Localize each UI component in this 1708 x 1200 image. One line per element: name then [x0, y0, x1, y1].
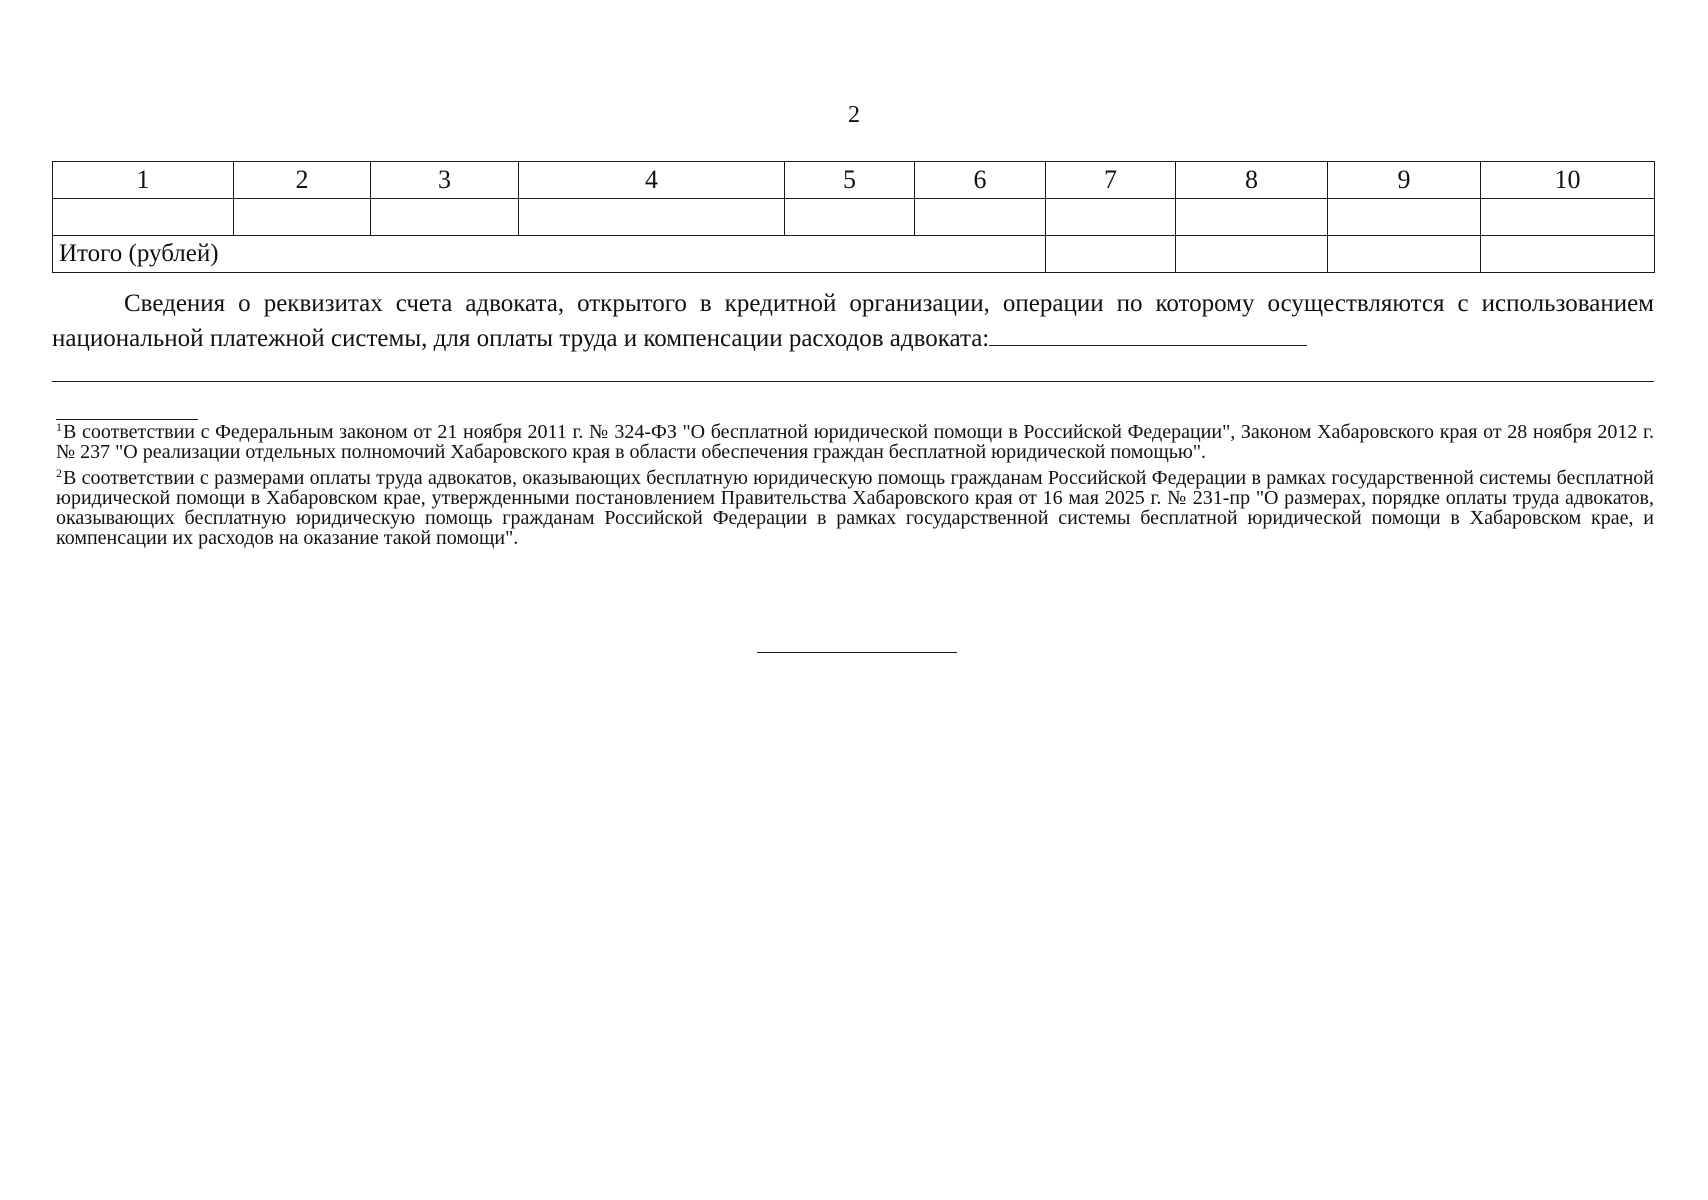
table-cell — [519, 199, 785, 236]
total-cell — [1481, 236, 1655, 273]
column-number-cell: 4 — [519, 162, 785, 199]
column-number-cell: 3 — [371, 162, 519, 199]
total-label: Итого (рублей) — [53, 236, 1046, 273]
column-number-cell: 8 — [1176, 162, 1328, 199]
requisites-fill-line-continuation — [52, 381, 1654, 382]
table-row — [53, 199, 1655, 236]
table-cell — [234, 199, 371, 236]
footnote-marker: 1 — [56, 420, 62, 434]
table-cell — [785, 199, 915, 236]
footnote-text: В соответствии с Федеральным законом от 21 ноября 2011 г. № 324-ФЗ "О бесплатной юридической помощи в Российской Федерации", Законом Хабаровского края от 28 ноября 2012 г. № 237 "О реализации отдельных полномочий Хабаровского края в области обеспечения граждан бесплатной юридической помощью". — [56, 421, 1654, 463]
table-cell — [1176, 199, 1328, 236]
column-number-cell: 1 — [53, 162, 234, 199]
total-cell — [1046, 236, 1176, 273]
footnote-separator — [56, 419, 198, 420]
column-number-cell: 7 — [1046, 162, 1176, 199]
footnotes — [56, 422, 1654, 554]
table-cell — [1046, 199, 1176, 236]
table-cell — [1328, 199, 1481, 236]
table-cell — [371, 199, 519, 236]
end-of-document-rule — [757, 652, 957, 653]
requisites-paragraph — [52, 286, 1654, 356]
table-total-row — [53, 236, 1655, 273]
footnote-2 — [56, 468, 1654, 548]
total-cell — [1176, 236, 1328, 273]
page-number: 2 — [848, 102, 860, 128]
column-number-cell: 10 — [1481, 162, 1655, 199]
footnote-text: В соответствии с размерами оплаты труда адвокатов, оказывающих бесплатную юридическую помощь гражданам Российской Федерации в рамках государственной системы бесплатной юридической помощи в Хабаровском крае, утвержденными постановлением Правительства Хабаровского края от 16 мая 2025 г. № 231-пр "О размерах, порядке оплаты труда адвокатов, оказывающих бесплатную юридическую помощь гражданам Российской Федерации в рамках государственной системы бесплатной юридической помощи в Хабаровском крае, и компенсации их расходов на оказание такой помощи". — [56, 467, 1654, 549]
requisites-text: Сведения о реквизитах счета адвоката, открытого в кредитной организации, операции по которому осуществляются с использованием национальной платежной системы, для оплаты труда и компенсации расходов адвоката: — [52, 290, 1654, 352]
column-number-cell: 2 — [234, 162, 371, 199]
total-cell — [1328, 236, 1481, 273]
table-cell — [53, 199, 234, 236]
requisites-fill-line — [989, 323, 1307, 346]
table-header-row — [53, 162, 1655, 199]
column-number-cell: 9 — [1328, 162, 1481, 199]
footnote-1 — [56, 422, 1654, 462]
table-cell — [915, 199, 1046, 236]
payment-table — [52, 161, 1655, 273]
column-number-cell: 6 — [915, 162, 1046, 199]
column-number-cell: 5 — [785, 162, 915, 199]
table-cell — [1481, 199, 1655, 236]
footnote-marker: 2 — [56, 466, 62, 480]
